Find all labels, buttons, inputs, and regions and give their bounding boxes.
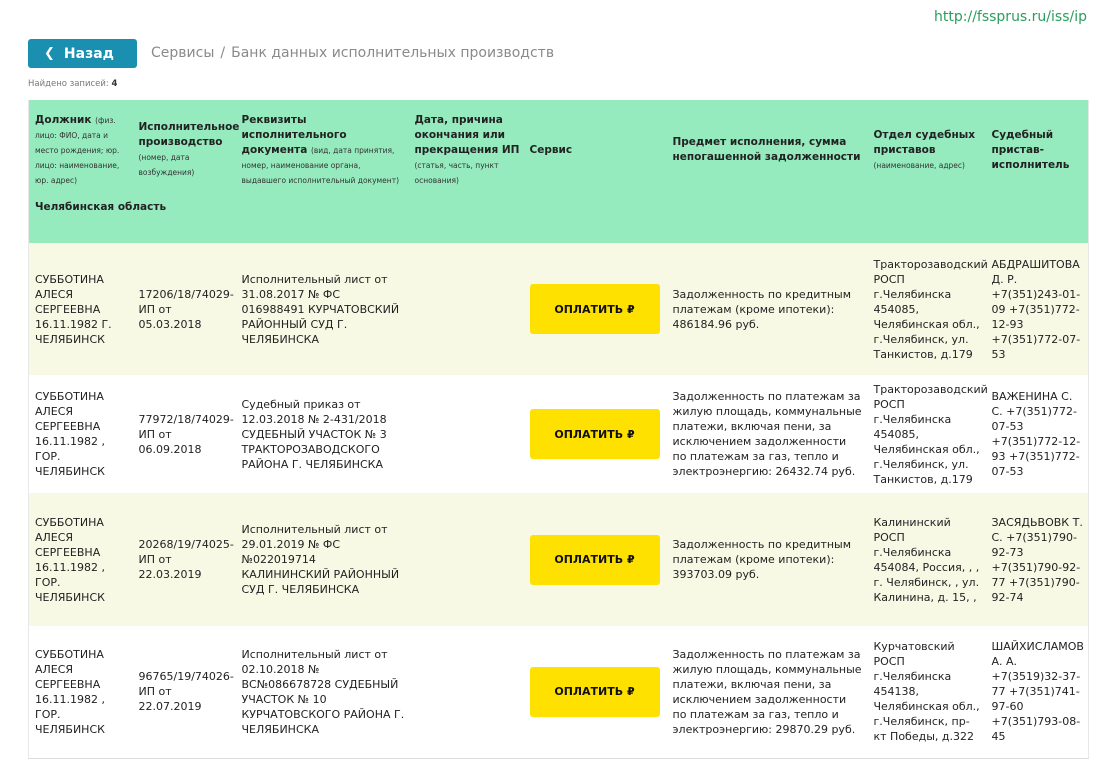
cell-end (409, 243, 524, 375)
col-header-document: Реквизиты исполнительного документа (вид, дата принятия, номер, наименование органа, выдавшего исполнительный документ) (241, 113, 399, 185)
cell-proceeding: 17206/18/74029-ИП от 05.03.2018 (138, 287, 234, 331)
pay-button[interactable]: ОПЛАТИТЬ ₽ (530, 409, 660, 459)
site-url[interactable]: http://fssprus.ru/iss/ip (934, 9, 1087, 25)
pay-button[interactable]: ОПЛАТИТЬ ₽ (530, 284, 660, 334)
table-row (29, 626, 1089, 758)
cell-subject: Задолженность по платежам за жилую площадь, коммунальные платежи, включая пени, за исключением задолженности по платежам за газ, тепло и электроэнергию: 26432.74 руб. (672, 390, 862, 478)
cell-end (409, 375, 524, 493)
table-row (29, 243, 1089, 375)
cell-service (524, 493, 667, 626)
cell-debtor: СУББОТИНА АЛЕСЯ СЕРГЕЕВНА 16.11.1982 Г. ЧЕЛЯБИНСК (35, 272, 112, 346)
cell-document: Судебный приказ от 12.03.2018 № 2-431/2018 СУДЕБНЫЙ УЧАСТОК № 3 ТРАКТОРОЗАВОДСКОГО РАЙОНА Г. ЧЕЛЯБИНСКА (241, 397, 387, 471)
col-header-end-date: Дата, причина окончания или прекращения ИП (статья, часть, пункт основания) (414, 113, 520, 185)
chevron-left-icon: ❮ (44, 46, 55, 61)
breadcrumb (151, 45, 554, 61)
cell-bailiff: ВАЖЕНИНА С. С. +7(351)772-07-53 +7(351)772-12-93 +7(351)772-07-53 (991, 390, 1081, 478)
back-button[interactable] (28, 39, 137, 68)
table-row (29, 493, 1089, 626)
cell-proceeding: 77972/18/74029-ИП от 06.09.2018 (138, 412, 234, 456)
cell-proceeding: 96765/19/74026-ИП от 22.07.2019 (138, 670, 234, 714)
table-row (29, 375, 1089, 493)
cell-service (524, 375, 667, 493)
region-row (29, 200, 1089, 243)
cell-subject: Задолженность по кредитным платежам (кроме ипотеки): 393703.09 руб. (672, 538, 852, 581)
back-button-label: Назад (63, 45, 114, 62)
cell-end (409, 493, 524, 626)
cell-service (524, 243, 667, 375)
results-table (28, 100, 1089, 759)
cell-proceeding: 20268/19/74025-ИП от 22.03.2019 (138, 538, 234, 581)
records-found-label: Найдено записей: (28, 79, 109, 89)
cell-subject: Задолженность по платежам за жилую площадь, коммунальные платежи, включая пени, за исключением задолженности по платежам за газ, тепло и электроэнергию: 29870.29 руб. (672, 647, 862, 736)
breadcrumb-services[interactable]: Сервисы (151, 45, 215, 61)
breadcrumb-current: Банк данных исполнительных производств (231, 45, 555, 61)
records-found (28, 79, 117, 89)
cell-department: Курчатовский РОСП г.Челябинска 454138, Челябинская обл., г.Челябинск, пр-кт Победы, д.322 (873, 640, 980, 744)
pay-button[interactable]: ОПЛАТИТЬ ₽ (530, 667, 660, 717)
cell-debtor: СУББОТИНА АЛЕСЯ СЕРГЕЕВНА 16.11.1982 , ГОР. ЧЕЛЯБИНСК (35, 390, 105, 478)
col-header-service: Сервис (529, 143, 573, 156)
col-header-debtor: Должник (физ. лицо: ФИО, дата и место рождения; юр. лицо: наименование, юр. адрес) (35, 113, 120, 185)
col-header-subject: Предмет исполнения, сумма непогашенной задолженности (672, 136, 861, 163)
cell-bailiff: АБДРАШИТОВА Д. Р. +7(351)243-01-09 +7(351)772-12-93 +7(351)772-07-53 (991, 257, 1081, 361)
cell-service (524, 626, 667, 758)
cell-debtor: СУББОТИНА АЛЕСЯ СЕРГЕЕВНА 16.11.1982 , ГОР. ЧЕЛЯБИНСК (35, 515, 105, 604)
cell-department: Калининский РОСП г.Челябинска 454084, Россия, , , г. Челябинск, , ул. Калинина, д. 15, , (873, 515, 980, 604)
table-header-row (29, 100, 1089, 200)
col-header-bailiff: Судебный пристав-исполнитель (991, 128, 1070, 171)
cell-debtor: СУББОТИНА АЛЕСЯ СЕРГЕЕВНА 16.11.1982 , ГОР. ЧЕЛЯБИНСК (35, 647, 105, 736)
region-label: Челябинская область (35, 201, 167, 213)
cell-subject: Задолженность по кредитным платежам (кроме ипотеки): 486184.96 руб. (672, 287, 852, 331)
breadcrumb-separator: / (220, 45, 226, 61)
cell-department: Тракторозаводский РОСП г.Челябинска 454085, Челябинская обл., г.Челябинск, ул. Танкистов, д.179 (873, 257, 988, 361)
pay-button[interactable]: ОПЛАТИТЬ ₽ (530, 535, 660, 585)
col-header-proceeding: Исполнительное производство (номер, дата возбуждения) (138, 121, 240, 177)
col-header-department: Отдел судебных приставов (наименование, адрес) (873, 128, 975, 170)
cell-document: Исполнительный лист от 02.10.2018 № ВС№086678728 СУДЕБНЫЙ УЧАСТОК № 10 КУРЧАТОВСКОГО РАЙОНА Г. ЧЕЛЯБИНСКА (241, 647, 405, 736)
cell-end (409, 626, 524, 758)
cell-bailiff: ШАЙХИСЛАМОВ А. А. +7(3519)32-37-77 +7(351)741-97-60 +7(351)793-08-45 (991, 640, 1084, 744)
cell-department: Тракторозаводский РОСП г.Челябинска 454085, Челябинская обл., г.Челябинск, ул. Танкистов, д.179 (873, 382, 988, 486)
cell-document: Исполнительный лист от 31.08.2017 № ФС 016988491 КУРЧАТОВСКИЙ РАЙОННЫЙ СУД Г. ЧЕЛЯБИНСКА (241, 272, 400, 346)
cell-bailiff: ЗАСЯДЬВОВК Т. С. +7(351)790-92-73 +7(351)790-92-77 +7(351)790-92-74 (991, 515, 1083, 604)
records-found-count: 4 (111, 79, 118, 89)
cell-document: Исполнительный лист от 29.01.2019 № ФС №022019714 КАЛИНИНСКИЙ РАЙОННЫЙ СУД Г. ЧЕЛЯБИНСКА (241, 523, 400, 596)
